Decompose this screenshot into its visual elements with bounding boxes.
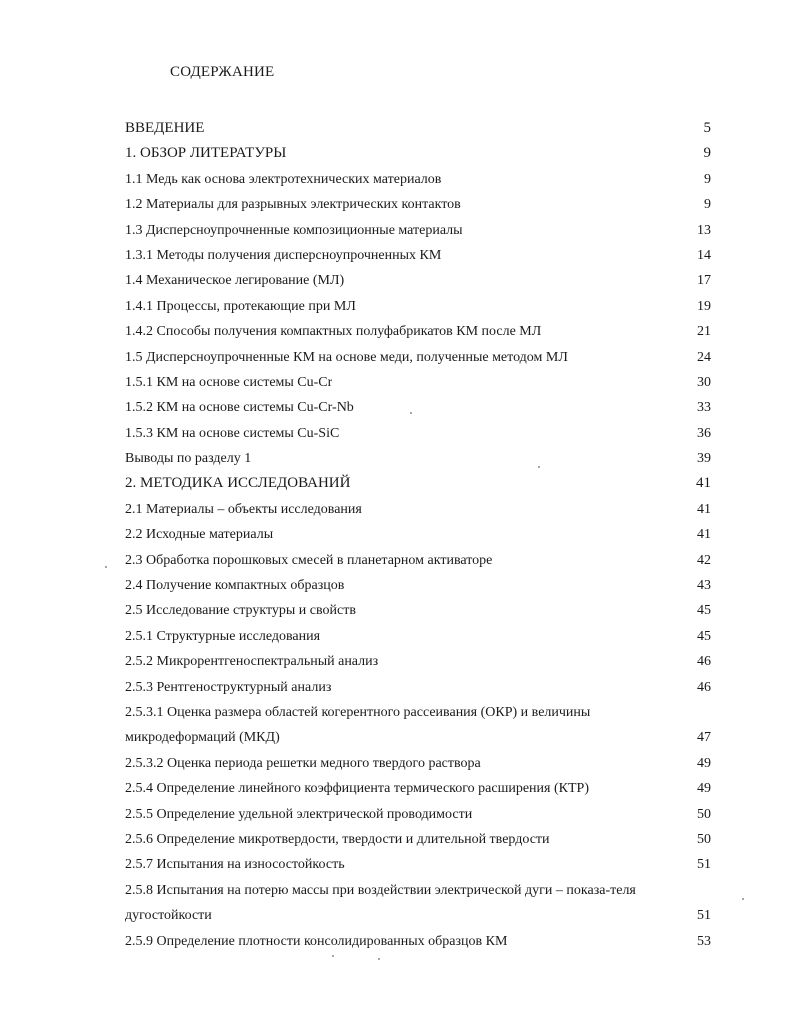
toc-entry	[125, 192, 711, 217]
toc-entry-page: 33	[697, 400, 711, 416]
toc-entry-text: 2.5.1 Структурные исследования	[125, 628, 321, 644]
toc-entry	[125, 700, 711, 751]
toc-entry	[125, 827, 711, 852]
toc-entry-text: 2.3 Обработка порошковых смесей в планетарном активаторе	[125, 552, 493, 568]
toc-entry-page: 30	[697, 374, 711, 390]
toc-entry-page: 49	[697, 755, 711, 771]
toc-entry	[125, 116, 711, 141]
toc-entry-text: 1.4 Механическое легирование (МЛ)	[125, 273, 345, 289]
toc-entry-page: 21	[697, 324, 711, 340]
toc-entry	[125, 852, 711, 877]
toc-entry	[125, 522, 711, 547]
toc-entry-page: 19	[697, 298, 711, 314]
toc-entry-text: ВВЕДЕНИЕ	[125, 119, 205, 136]
toc-entry-page: 49	[697, 781, 711, 797]
toc-entry	[125, 446, 711, 471]
toc-entry	[125, 598, 711, 623]
toc-entry	[125, 218, 711, 243]
toc-entry-page: 46	[697, 679, 711, 695]
toc-entry-text: 1.3.1 Методы получения дисперсноупрочненных КМ	[125, 247, 442, 263]
toc-entry	[125, 548, 711, 573]
toc-entry-page: 53	[697, 933, 711, 949]
toc-entry-page: 43	[697, 578, 711, 594]
toc-entry-text: 2.1 Материалы – объекты исследования	[125, 501, 362, 517]
toc-entry-text: 1.4.2 Способы получения компактных полуфабрикатов КМ после МЛ	[125, 324, 542, 340]
toc-entry	[125, 294, 711, 319]
toc-entry-page: 47	[697, 730, 711, 746]
toc-entry	[125, 802, 711, 827]
toc-entry-page: 41	[697, 527, 711, 543]
toc-entry-page: 46	[697, 654, 711, 670]
toc-entry-page: 41	[696, 475, 711, 492]
toc-entry-text: 2.5.3 Рентгеноструктурный анализ	[125, 679, 332, 695]
toc-entry	[125, 776, 711, 801]
toc-entry-text: 2. МЕТОДИКА ИССЛЕДОВАНИЙ	[125, 475, 351, 492]
toc-entry	[125, 675, 711, 700]
toc-entry	[125, 167, 711, 192]
table-of-contents	[125, 116, 711, 954]
toc-entry-text: 2.5.8 Испытания на потерю массы при воздействии электрической дуги – показа-теля дугостойкости	[125, 882, 636, 924]
toc-entry-text: 1.5.3 КМ на основе системы Cu-SiC	[125, 425, 340, 441]
toc-entry-page: 42	[697, 552, 711, 568]
toc-entry-page: 14	[697, 247, 711, 263]
toc-entry-page: 50	[697, 831, 711, 847]
toc-entry	[125, 319, 711, 344]
toc-entry-page: 51	[697, 908, 711, 924]
toc-entry	[125, 370, 711, 395]
toc-entry-text: 2.5.3.1 Оценка размера областей когерентного рассеивания (ОКР) и величины микродеформаций (МКД)	[125, 704, 591, 746]
scan-speck	[538, 466, 540, 468]
toc-entry-text: 2.5.9 Определение плотности консолидированных образцов КМ	[125, 933, 508, 949]
toc-entry-page: 50	[697, 806, 711, 822]
toc-entry	[125, 878, 711, 929]
toc-entry-page: 9	[703, 145, 711, 162]
toc-entry-text: 2.5 Исследование структуры и свойств	[125, 603, 356, 619]
scan-speck	[105, 566, 107, 568]
toc-entry-text: 1.4.1 Процессы, протекающие при МЛ	[125, 298, 356, 314]
toc-entry	[125, 243, 711, 268]
toc-entry-text: 1.5 Дисперсноупрочненные КМ на основе меди, полученные методом МЛ	[125, 349, 568, 365]
toc-entry	[125, 395, 711, 420]
toc-entry-text: 1.3 Дисперсноупрочненные композиционные материалы	[125, 222, 463, 238]
toc-entry	[125, 141, 711, 166]
toc-entry	[125, 268, 711, 293]
scan-speck	[742, 898, 744, 900]
toc-entry	[125, 649, 711, 674]
toc-entry	[125, 929, 711, 954]
toc-entry-page: 9	[704, 197, 711, 213]
toc-entry-text: 1.5.1 КМ на основе системы Cu-Cr	[125, 374, 333, 390]
toc-entry-page: 45	[697, 628, 711, 644]
toc-entry-text: 1.2 Материалы для разрывных электрических контактов	[125, 197, 461, 213]
toc-entry-page: 39	[697, 451, 711, 467]
scan-speck	[332, 955, 334, 957]
toc-entry-page: 24	[697, 349, 711, 365]
toc-entry-page: 36	[697, 425, 711, 441]
toc-entry-text: 2.2 Исходные материалы	[125, 527, 274, 543]
toc-entry	[125, 573, 711, 598]
toc-entry-page: 13	[697, 222, 711, 238]
toc-entry-text: 1. ОБЗОР ЛИТЕРАТУРЫ	[125, 145, 287, 162]
toc-entry	[125, 471, 711, 496]
toc-entry-page: 5	[703, 119, 711, 136]
toc-entry-text: Выводы по разделу 1	[125, 451, 252, 467]
toc-entry-page: 51	[697, 857, 711, 873]
scan-speck	[378, 958, 380, 960]
toc-entry-text: 1.5.2 КМ на основе системы Cu-Cr-Nb	[125, 400, 354, 416]
toc-entry	[125, 345, 711, 370]
toc-entry	[125, 751, 711, 776]
toc-entry-page: 41	[697, 501, 711, 517]
toc-entry	[125, 624, 711, 649]
page-title: СОДЕРЖАНИЕ	[170, 64, 275, 80]
toc-entry-page: 9	[704, 171, 711, 187]
toc-entry-text: 2.5.3.2 Оценка периода решетки медного твердого раствора	[125, 755, 481, 771]
toc-entry	[125, 421, 711, 446]
toc-entry-text: 2.5.6 Определение микротвердости, твердости и длительной твердости	[125, 831, 550, 847]
toc-entry-text: 2.4 Получение компактных образцов	[125, 578, 345, 594]
toc-entry-page: 45	[697, 603, 711, 619]
toc-entry-text: 2.5.4 Определение линейного коэффициента термического расширения (КТР)	[125, 781, 589, 797]
scan-speck	[410, 412, 412, 414]
toc-entry-text: 2.5.2 Микрорентгеноспектральный анализ	[125, 654, 379, 670]
toc-entry-text: 2.5.7 Испытания на износостойкость	[125, 857, 345, 873]
toc-entry-page: 17	[697, 273, 711, 289]
toc-entry-text: 1.1 Медь как основа электротехнических материалов	[125, 171, 442, 187]
toc-entry-text: 2.5.5 Определение удельной электрической проводимости	[125, 806, 473, 822]
toc-entry	[125, 497, 711, 522]
